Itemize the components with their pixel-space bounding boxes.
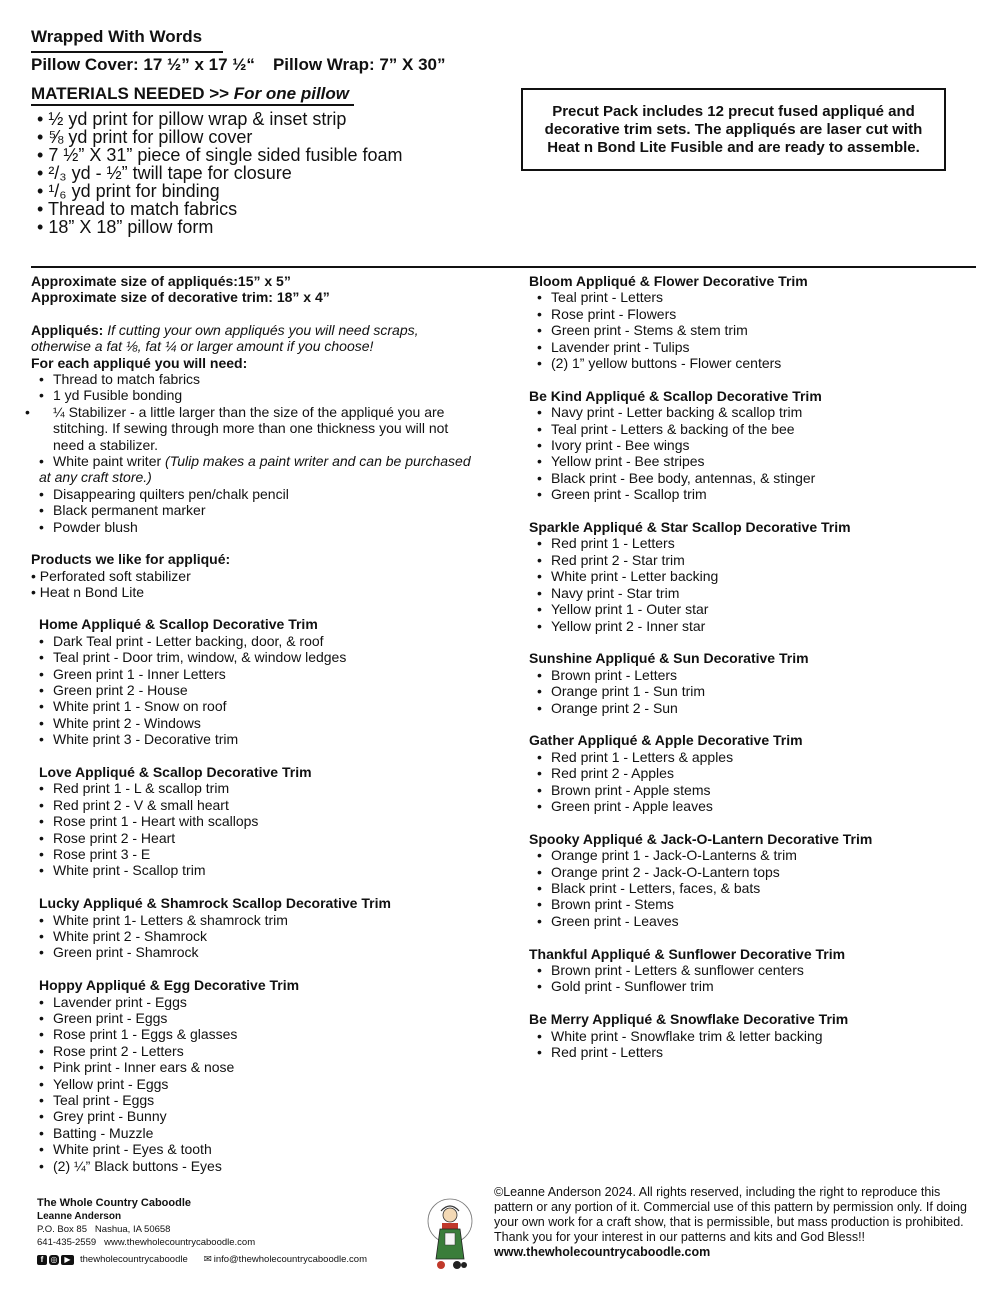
list-item: • Black print - Letters, faces, & bats	[529, 880, 969, 896]
copyright-notice: ©Leanne Anderson 2024. All rights reserved, including the right to reproduce this pattern or any portion of it. Commercial use of this pattern by permission only. If doing your own work for a craft show, that is permissible, but mass production is prohibited. Thank you for your interest in our patterns and kits and God Bless!! www.thewholecountrycaboodle.com	[494, 1185, 967, 1259]
instagram-icon[interactable]: ◎	[50, 1254, 58, 1264]
list-item: • Red print 2 - Apples	[529, 765, 969, 781]
appliques-note-line2: otherwise a fat ⅛, fat ¼ or larger amount if you choose!	[31, 338, 374, 355]
list-item: • ⅝ yd print for pillow cover	[37, 127, 253, 147]
section-title: Bloom Appliqué & Flower Decorative Trim	[529, 273, 808, 289]
logo	[420, 1193, 480, 1275]
address: P.O. Box 85 Nashua, IA 50658	[37, 1224, 171, 1235]
list-item: • ²/₃ yd - ½” twill tape for closure	[37, 163, 292, 183]
website-link[interactable]: www.thewholecountrycaboodle.com	[104, 1237, 256, 1248]
list-item: • Teal print - Door trim, window, & window ledges	[31, 649, 491, 665]
wrap-size: Pillow Wrap: 7” X 30”	[272, 55, 446, 74]
list-item: • Red print 1 - Letters & apples	[529, 749, 969, 765]
dimensions-line	[31, 55, 446, 75]
title-underline	[31, 51, 223, 53]
copyright-website[interactable]: www.thewholecountrycaboodle.com	[494, 1245, 711, 1259]
section-list	[31, 994, 491, 1174]
company-name: The Whole Country Caboodle	[37, 1197, 191, 1209]
list-item: • White print 2 - Shamrock	[31, 928, 491, 944]
list-item: • Green print 1 - Inner Letters	[31, 666, 491, 682]
list-item: • Green print - Apple leaves	[529, 798, 969, 814]
list-item: • Navy print - Star trim	[529, 585, 969, 601]
list-item: • Gold print - Sunflower trim	[529, 978, 969, 994]
section-list	[529, 749, 969, 815]
list-item: • Orange print 2 - Sun	[529, 700, 969, 716]
section-title: Gather Appliqué & Apple Decorative Trim	[529, 732, 803, 749]
applique-size: Approximate size of appliqués:15” x 5”	[31, 273, 291, 289]
section-title: Sunshine Appliqué & Sun Decorative Trim	[529, 650, 809, 667]
list-item: • White print 3 - Decorative trim	[31, 731, 491, 747]
list-item: • Rose print 1 - Eggs & glasses	[31, 1026, 491, 1042]
list-item: • Yellow print - Bee stripes	[529, 453, 969, 469]
list-item: • Brown print - Stems	[529, 896, 969, 912]
list-item: • Green print - Stems & stem trim	[529, 322, 969, 338]
trim-size: Approximate size of decorative trim: 18” x 4”	[31, 289, 330, 306]
section-title: Be Merry Appliqué & Snowflake Decorative Trim	[529, 1011, 849, 1028]
list-item: • Yellow print - Eggs	[31, 1076, 491, 1092]
list-item: • Heat n Bond Lite	[31, 583, 145, 600]
section-list	[31, 912, 491, 961]
list-item: • Rose print 3 - E	[31, 846, 491, 862]
social-handle[interactable]: thewholecountrycaboodle	[80, 1254, 188, 1265]
supplies-list	[31, 371, 491, 535]
logo-graphic	[420, 1193, 480, 1275]
trim-section	[31, 616, 491, 747]
section-list	[31, 780, 491, 878]
list-item: • Lavender print - Tulips	[529, 339, 969, 355]
list-item: • Grey print - Bunny	[31, 1108, 491, 1124]
list-item: • Yellow print 2 - Inner star	[529, 618, 969, 634]
list-item: • White print 1- Letters & shamrock trim	[31, 912, 491, 928]
list-item: • Lavender print - Eggs	[31, 994, 491, 1010]
section-list	[529, 535, 969, 633]
list-item: • Green print - Scallop trim	[529, 486, 969, 502]
list-item: • Ivory print - Bee wings	[529, 437, 969, 453]
section-list	[529, 1028, 969, 1061]
page-title: Wrapped With Words	[31, 27, 203, 46]
list-item: • Orange print 2 - Jack-O-Lantern tops	[529, 864, 969, 880]
list-item: • Orange print 1 - Sun trim	[529, 683, 969, 699]
youtube-icon[interactable]: ▶	[61, 1255, 74, 1265]
left-column	[31, 273, 491, 1190]
list-item: • Teal print - Letters & backing of the bee	[529, 421, 969, 437]
list-item: • Dark Teal print - Letter backing, door, & roof	[31, 633, 491, 649]
list-item: • ¹/₆ yd print for binding	[37, 181, 220, 201]
list-item: • White paint writer (Tulip makes a paint writer and can be purchased at any craft store.)	[31, 453, 471, 486]
list-item: • Red print 2 - V & small heart	[31, 797, 491, 813]
list-item: • White print 2 - Windows	[31, 715, 491, 731]
list-item: • White print - Snowflake trim & letter backing	[529, 1028, 969, 1044]
list-item: • Teal print - Eggs	[31, 1092, 491, 1108]
list-item: • Red print 2 - Star trim	[529, 552, 969, 568]
list-item: • Thread to match fabrics	[37, 199, 238, 219]
list-item: • Green print - Eggs	[31, 1010, 491, 1026]
right-column	[529, 273, 969, 1077]
cover-size: Pillow Cover: 17 ½” x 17 ½“	[31, 55, 255, 74]
list-item: • ¼ Stabilizer - a little larger than the size of the appliqué you are stitching. If sewing through more than one thickness you will not need a stabilizer.	[31, 404, 461, 453]
each-applique-label: For each appliqué you will need:	[31, 354, 248, 371]
list-item: • Red print 1 - L & scallop trim	[31, 780, 491, 796]
section-title: Hoppy Appliqué & Egg Decorative Trim	[39, 977, 300, 994]
list-item: • Brown print - Letters & sunflower centers	[529, 962, 969, 978]
facebook-icon[interactable]: f	[37, 1255, 47, 1265]
list-item: • Thread to match fabrics	[31, 371, 491, 387]
trim-section	[529, 732, 969, 814]
list-item: • Pink print - Inner ears & nose	[31, 1059, 491, 1075]
list-item: • Black print - Bee body, antennas, & stinger	[529, 470, 969, 486]
list-item: • Red print - Letters	[529, 1044, 969, 1060]
list-item: • Disappearing quilters pen/chalk pencil	[31, 486, 491, 502]
list-item: • Navy print - Letter backing & scallop trim	[529, 404, 969, 420]
trim-section	[529, 831, 969, 929]
list-item: • Orange print 1 - Jack-O-Lanterns & trim	[529, 847, 969, 863]
list-item: • Yellow print 1 - Outer star	[529, 601, 969, 617]
trim-section	[529, 519, 969, 634]
trim-section	[529, 650, 969, 716]
owner-name: Leanne Anderson	[37, 1211, 122, 1222]
section-list	[529, 404, 969, 502]
section-title: Lucky Appliqué & Shamrock Scallop Decorative Trim	[39, 895, 391, 912]
list-item: • 18” X 18” pillow form	[37, 217, 214, 237]
list-item: • Red print 1 - Letters	[529, 535, 969, 551]
trim-section	[31, 977, 491, 1174]
company-info	[37, 1197, 367, 1266]
products-title: Products we like for appliqué:	[31, 551, 231, 568]
materials-underline	[31, 104, 354, 106]
section-title: Be Kind Appliqué & Scallop Decorative Trim	[529, 387, 822, 404]
list-item: • Perforated soft stabilizer	[31, 567, 191, 584]
section-list	[529, 962, 969, 995]
list-item: • Brown print - Apple stems	[529, 782, 969, 798]
section-title: Love Appliqué & Scallop Decorative Trim	[39, 763, 312, 780]
list-item: • (2) 1” yellow buttons - Flower centers	[529, 355, 969, 371]
list-item: • Rose print - Flowers	[529, 306, 969, 322]
section-title: Sparkle Appliqué & Star Scallop Decorative Trim	[529, 519, 851, 536]
list-item: • 7 ½” X 31” piece of single sided fusible foam	[37, 145, 403, 165]
trim-section	[31, 764, 491, 879]
list-item: • Powder blush	[31, 519, 491, 535]
section-list	[31, 633, 491, 748]
list-item: • White print - Scallop trim	[31, 862, 491, 878]
list-item: • ½ yd print for pillow wrap & inset strip	[37, 109, 347, 129]
contact: 641-435-2559 www.thewholecountrycaboodle.com	[37, 1237, 256, 1248]
list-item: • Rose print 1 - Heart with scallops	[31, 813, 491, 829]
list-item: • Rose print 2 - Heart	[31, 830, 491, 846]
list-item: • Brown print - Letters	[529, 667, 969, 683]
list-item: • White print - Letter backing	[529, 568, 969, 584]
list-item: • White print 1 - Snow on roof	[31, 698, 491, 714]
section-list	[529, 667, 969, 716]
section-divider	[31, 266, 976, 268]
list-item: • Green print - Shamrock	[31, 944, 491, 960]
email-link[interactable]: info@thewholecountrycaboodle.com	[213, 1254, 368, 1265]
precut-pack-note: Precut Pack includes 12 precut fused appliqué and decorative trim sets. The appliqués are laser cut with Heat n Bond Lite Fusible and are ready to assemble.	[521, 88, 946, 171]
materials-qualifier: For one pillow	[233, 84, 350, 103]
section-list	[529, 289, 969, 371]
social-row	[37, 1253, 367, 1266]
mail-icon: ✉	[203, 1254, 212, 1265]
section-list	[529, 847, 969, 929]
list-item: • Rose print 2 - Letters	[31, 1043, 491, 1059]
list-item: • Batting - Muzzle	[31, 1125, 491, 1141]
trim-section	[529, 273, 969, 371]
materials-heading: MATERIALS NEEDED >> For one pillow	[31, 84, 350, 103]
appliques-note-line1: Appliqués: If cutting your own appliqués you will need scraps,	[31, 321, 419, 338]
trim-section	[529, 388, 969, 503]
left-sections	[31, 616, 491, 1174]
section-title: Thankful Appliqué & Sunflower Decorative Trim	[529, 945, 846, 962]
trim-section	[529, 1011, 969, 1060]
list-item: • Green print 2 - House	[31, 682, 491, 698]
section-title: Home Appliqué & Scallop Decorative Trim	[39, 616, 318, 633]
list-item: • Green print - Leaves	[529, 913, 969, 929]
trim-section	[31, 895, 491, 961]
trim-section	[529, 946, 969, 995]
list-item: • (2) ¼” Black buttons - Eyes	[31, 1158, 491, 1174]
section-title: Spooky Appliqué & Jack-O-Lantern Decorative Trim	[529, 830, 873, 847]
list-item: • Teal print - Letters	[529, 289, 969, 305]
list-item: • White print - Eyes & tooth	[31, 1141, 491, 1157]
materials-list	[37, 110, 403, 236]
list-item: • Black permanent marker	[31, 502, 491, 518]
list-item: • 1 yd Fusible bonding	[31, 387, 491, 403]
